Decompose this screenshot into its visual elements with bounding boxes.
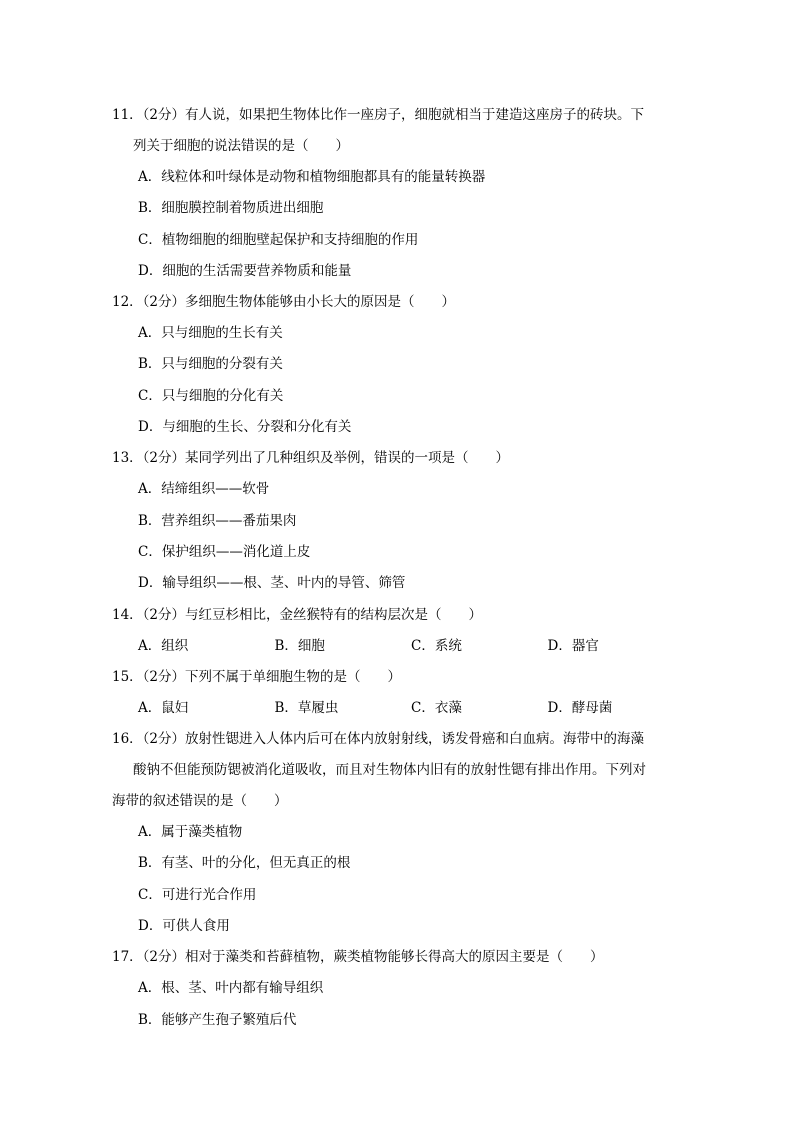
options-row xyxy=(118,631,684,662)
option-a: A．鼠妇 xyxy=(138,699,189,716)
stem-line: 12．（2分）多细胞生物体能够由小长大的原因是（ ） xyxy=(112,294,456,311)
question-stem xyxy=(112,600,684,631)
option-b: B．能够产生孢子繁殖后代 xyxy=(138,1011,297,1028)
option-b: B．细胞 xyxy=(274,637,325,654)
option-c: C．只与细胞的分化有关 xyxy=(138,387,284,404)
question-16 xyxy=(112,724,684,942)
option-a: A．线粒体和叶绿体是动物和植物细胞都具有的能量转换器 xyxy=(138,169,486,185)
option-a: A．属于藻类植物 xyxy=(138,824,243,841)
question-14 xyxy=(112,600,684,662)
option-b: B．草履虫 xyxy=(274,699,339,716)
option-a: A．根、茎、叶内都有输导组织 xyxy=(138,980,324,997)
option-b: B．营养组织——番茄果肉 xyxy=(138,512,297,529)
options-row xyxy=(118,693,684,724)
question-stem xyxy=(112,662,684,693)
question-12 xyxy=(112,287,684,443)
question-13 xyxy=(112,443,684,599)
question-17 xyxy=(112,942,684,1036)
option-d: D．与细胞的生长、分裂和分化有关 xyxy=(138,419,352,436)
option-c: C．可进行光合作用 xyxy=(138,886,257,903)
option-b: B．有茎、叶的分化，但无真正的根 xyxy=(138,855,351,872)
question-stem xyxy=(112,724,684,817)
option-c: C．植物细胞的细胞壁起保护和支持细胞的作用 xyxy=(138,231,419,248)
question-stem xyxy=(112,287,684,318)
option-d: D．酵母菌 xyxy=(547,699,613,716)
option-d: D．可供人食用 xyxy=(138,918,230,935)
stem-line: 列关于细胞的说法错误的是（ ） xyxy=(133,138,349,154)
stem-line: 16．（2分）放射性锶进入人体内后可在体内放射射线，诱发骨癌和白血病。海带中的海藻 xyxy=(112,731,645,748)
stem-line: 17．（2分）相对于藻类和苔藓植物，蕨类植物能够长得高大的原因主要是（ ） xyxy=(112,949,604,966)
option-a: A．只与细胞的生长有关 xyxy=(138,325,283,342)
stem-line: 13．（2分）某同学列出了几种组织及举例，错误的一项是（ ） xyxy=(112,450,510,467)
option-c: C．保护组织——消化道上皮 xyxy=(138,543,311,560)
stem-line: 15．（2分）下列不属于单细胞生物的是（ ） xyxy=(112,668,402,685)
question-11 xyxy=(112,100,684,287)
stem-line: 海带的叙述错误的是（ ） xyxy=(112,793,288,810)
stem-line: 14．（2分）与红豆杉相比，金丝猴特有的结构层次是（ ） xyxy=(112,606,483,623)
stem-line: 11．（2分）有人说，如果把生物体比作一座房子，细胞就相当于建造这座房子的砖块。下 xyxy=(112,107,645,123)
option-d: D．输导组织——根、茎、叶内的导管、筛管 xyxy=(138,575,406,592)
option-c: C．衣藻 xyxy=(411,699,462,716)
option-b: B．只与细胞的分裂有关 xyxy=(138,356,283,373)
question-stem xyxy=(112,443,684,474)
option-c: C．系统 xyxy=(411,637,462,654)
stem-line: 酸钠不但能预防锶被消化道吸收，而且对生物体内旧有的放射性锶有排出作用。下列对 xyxy=(133,762,646,779)
option-a: A．结缔组织——软骨 xyxy=(138,481,270,498)
option-d: D．细胞的生活需要营养物质和能量 xyxy=(138,262,352,279)
question-stem xyxy=(112,942,684,973)
question-15 xyxy=(112,662,684,724)
question-stem xyxy=(112,100,684,162)
option-d: D．器官 xyxy=(547,637,599,654)
option-b: B．细胞膜控制着物质进出细胞 xyxy=(138,200,324,217)
option-a: A．组织 xyxy=(138,637,189,654)
